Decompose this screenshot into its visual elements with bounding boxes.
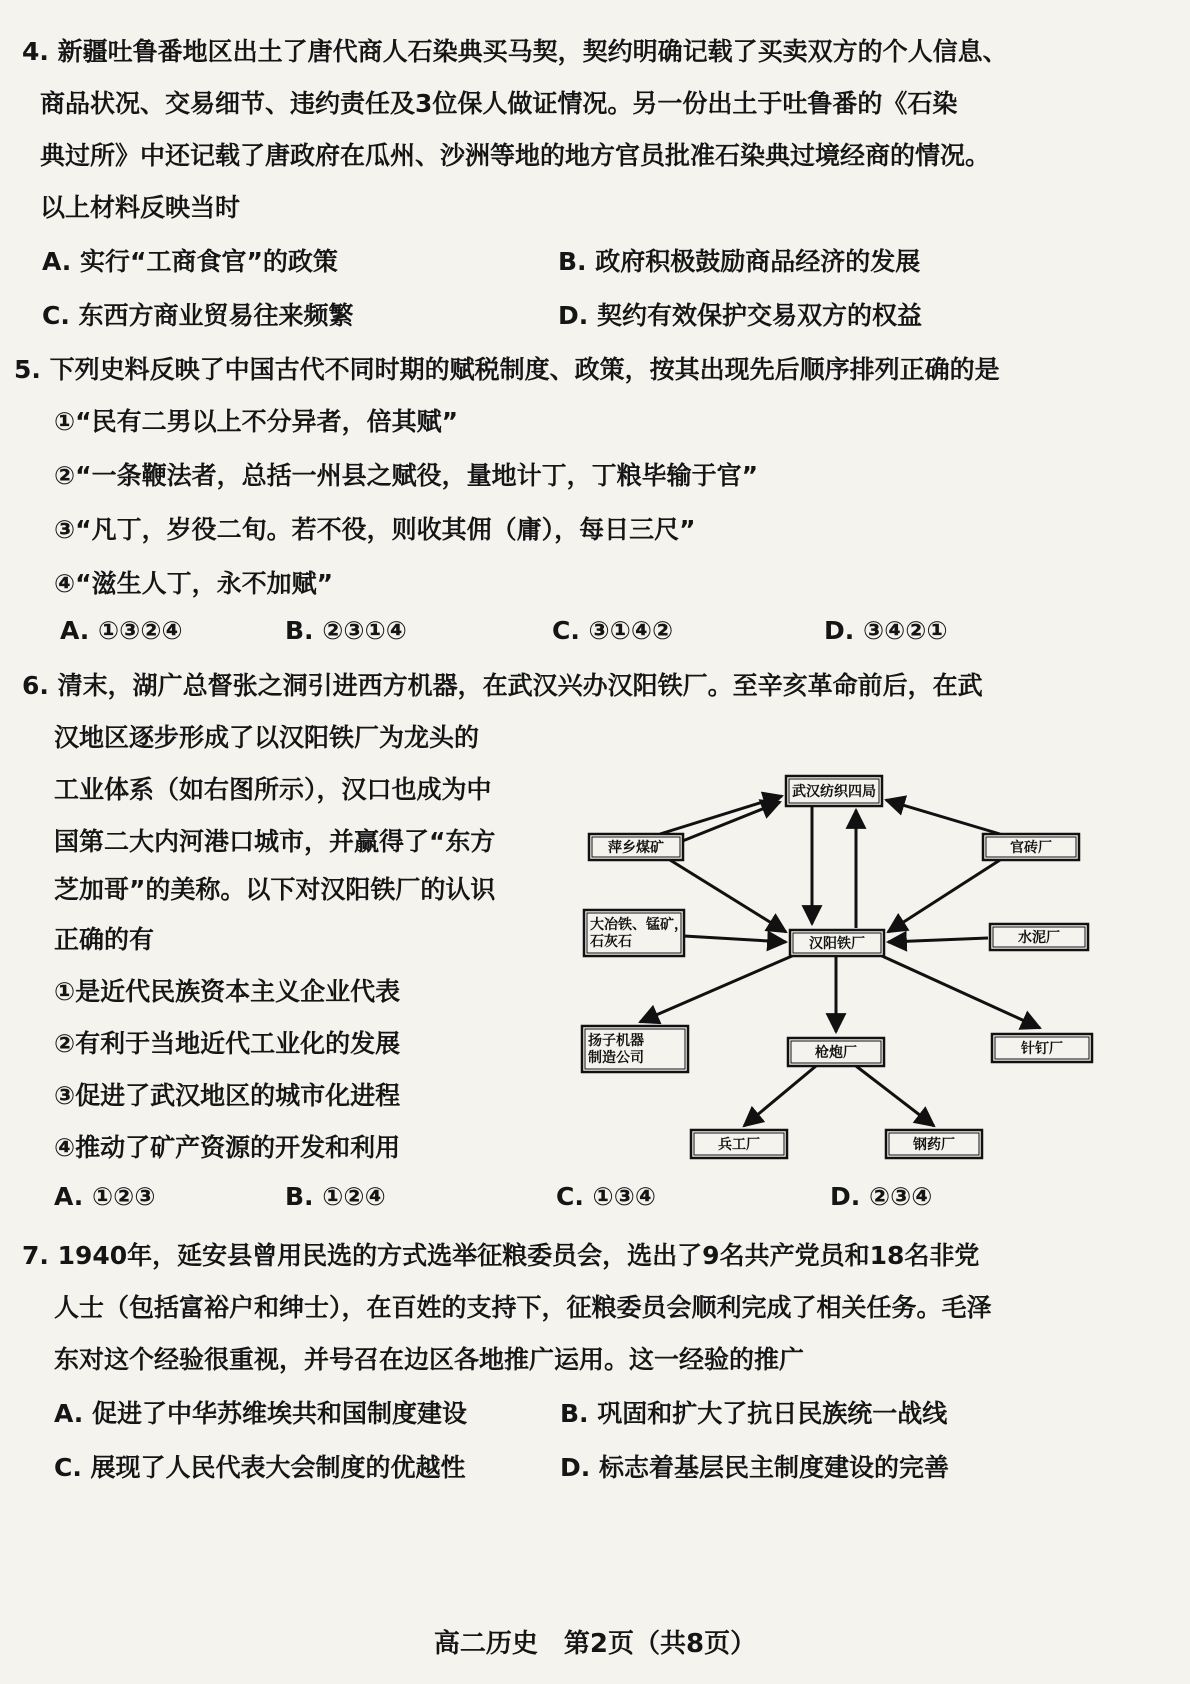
- diagram-node-yangzi: [582, 1026, 688, 1072]
- q7-option-a[interactable]: A. 促进了中华苏维埃共和国制度建设: [54, 1399, 468, 1428]
- q6-option-d[interactable]: D. ②③④: [830, 1182, 933, 1211]
- q6-line-3: 工业体系（如右图所示），汉口也成为中: [54, 775, 492, 804]
- arrow-daye-to-hanyang: [684, 936, 786, 942]
- q4-option-a[interactable]: A. 实行“工商食官”的政策: [42, 247, 338, 276]
- q6-line-2: 汉地区逐步形成了以汉阳铁厂为龙头的: [54, 723, 480, 752]
- arrow-hanyang-to-yangzi: [640, 956, 792, 1022]
- diagram-label-wuchang: 武汉纺织四局: [792, 784, 876, 800]
- q4-line-2: 商品状况、交易细节、违约责任及3位保人做证情况。另一份出土于吐鲁番的《石染: [40, 89, 958, 118]
- q5-item-4: ④“滋生人丁，永不加赋”: [54, 569, 334, 598]
- diagram-label-zhending: 针钉厂: [1021, 1041, 1063, 1057]
- diagram-label-pingxiang: 萍乡煤矿: [608, 840, 664, 856]
- diagram-label-qiangpao: 枪炮厂: [815, 1045, 857, 1061]
- arrow-shuini-to-hanyang: [888, 938, 988, 942]
- q6-option-b[interactable]: B. ①②④: [285, 1182, 386, 1211]
- diagram-label-shuini: 水泥厂: [1018, 930, 1060, 946]
- q6-line-1: 6. 清末，湖广总督张之洞引进西方机器，在武汉兴办汉阳铁厂。至辛亥革命前后，在武: [22, 671, 983, 700]
- diagram-node-zhuanchang: [983, 834, 1079, 860]
- diagram-node-gangyao: [886, 1130, 982, 1158]
- diagram-label-zhuanchang: 官砖厂: [1010, 840, 1052, 856]
- diagram-label-yangzi-1: 扬子机器: [588, 1033, 644, 1049]
- diagram-node-binggong: [691, 1130, 787, 1158]
- q6-option-a[interactable]: A. ①②③: [54, 1182, 156, 1211]
- q5-item-2: ②“一条鞭法者，总括一州县之赋役，量地计丁，丁粮毕输于官”: [54, 461, 759, 490]
- diagram-label-gangyao: 钢药厂: [913, 1137, 955, 1153]
- q5-option-d[interactable]: D. ③④②①: [824, 616, 948, 645]
- q5-stem: 5. 下列史料反映了中国古代不同时期的赋税制度、政策，按其出现先后顺序排列正确的是: [14, 355, 1000, 384]
- arrow-qiangpao-to-binggong: [744, 1066, 816, 1126]
- diagram-node-shuini: [990, 924, 1088, 950]
- diagram-label-daye-1: 大冶铁、锰矿，: [590, 917, 688, 933]
- q5-item-1: ①“民有二男以上不分异者，倍其赋”: [54, 407, 459, 436]
- diagram-label-yangzi-2: 制造公司: [588, 1050, 644, 1066]
- q6-line-4: 国第二大内河港口城市，并赢得了“东方: [54, 827, 496, 856]
- q6-option-c[interactable]: C. ①③④: [556, 1182, 657, 1211]
- q5-option-a[interactable]: A. ①③②④: [60, 616, 183, 645]
- q4-line-4: 以上材料反映当时: [40, 193, 241, 222]
- arrow-qiangpao-to-gangyao: [856, 1066, 934, 1126]
- diagram-node-qiangpao: [788, 1038, 884, 1066]
- diagram-node-hanyang: [790, 930, 884, 956]
- diagram-node-wuchang: [786, 776, 882, 806]
- page-footer: 高二历史 第2页（共8页）: [433, 1629, 757, 1659]
- diagram-node-zhending: [992, 1034, 1092, 1062]
- q4-option-c[interactable]: C. 东西方商业贸易往来频繁: [42, 301, 354, 330]
- arrow-zhuanchang-to-hanyang: [888, 860, 1000, 932]
- q6-item-1: ①是近代民族资本主义企业代表: [54, 977, 401, 1006]
- arrow-zhuanchang-to-wuchang: [886, 800, 1000, 834]
- q6-item-3: ③促进了武汉地区的城市化进程: [54, 1081, 401, 1110]
- diagram-label-daye-2: 石灰石: [590, 934, 632, 950]
- q6-item-2: ②有利于当地近代工业化的发展: [54, 1029, 401, 1058]
- q7-line-2: 人士（包括富裕户和绅士），在百姓的支持下，征粮委员会顺利完成了相关任务。毛泽: [54, 1293, 992, 1322]
- q6-item-4: ④推动了矿产资源的开发和利用: [54, 1133, 401, 1162]
- q7-line-1: 7. 1940年，延安县曾用民选的方式选举征粮委员会，选出了9名共产党员和18名非党: [22, 1241, 980, 1270]
- arrow-hanyang-to-zhending: [882, 956, 1040, 1028]
- q7-option-b[interactable]: B. 巩固和扩大了抗日民族统一战线: [560, 1399, 948, 1428]
- q5-option-b[interactable]: B. ②③①④: [285, 616, 407, 645]
- q4-option-b[interactable]: B. 政府积极鼓励商品经济的发展: [558, 247, 921, 276]
- q4-line-3: 典过所》中还记载了唐政府在瓜州、沙洲等地的地方官员批准石染典过境经商的情况。: [40, 141, 991, 170]
- q7-option-c[interactable]: C. 展现了人民代表大会制度的优越性: [54, 1453, 466, 1482]
- q6-line-6: 正确的有: [54, 925, 155, 954]
- q5-item-3: ③“凡丁，岁役二旬。若不役，则收其佣（庸），每日三尺”: [54, 515, 696, 544]
- diagram-node-daye: [584, 910, 688, 956]
- q7-option-d[interactable]: D. 标志着基层民主制度建设的完善: [560, 1453, 949, 1482]
- q4-option-d[interactable]: D. 契约有效保护交易双方的权益: [558, 301, 922, 330]
- arrow-pingxiang-to-wuchang: [660, 796, 782, 834]
- industry-diagram: [580, 760, 1150, 1190]
- diagram-node-pingxiang: [589, 834, 683, 860]
- diagram-label-binggong: 兵工厂: [718, 1137, 760, 1153]
- q4-line-1: 4. 新疆吐鲁番地区出土了唐代商人石染典买马契，契约明确记载了买卖双方的个人信息、: [22, 37, 1008, 66]
- diagram-label-hanyang: 汉阳铁厂: [809, 936, 865, 952]
- q6-line-5: 芝加哥”的美称。以下对汉阳铁厂的认识: [54, 875, 496, 904]
- q5-option-c[interactable]: C. ③①④②: [552, 616, 674, 645]
- q7-line-3: 东对这个经验很重视，并号召在边区各地推广运用。这一经验的推广: [54, 1345, 805, 1374]
